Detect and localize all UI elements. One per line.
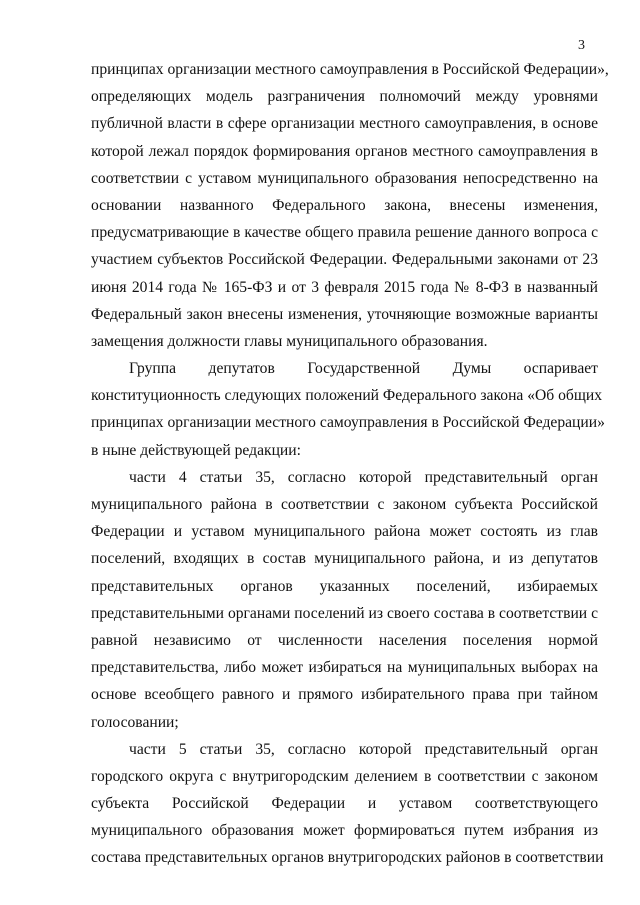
text-line: июня 2014 года № 165-ФЗ и от 3 февраля 2015 года № 8-ФЗ в названный — [91, 278, 598, 296]
text-line: определяющих модель разграничения полномочий между уровнями — [91, 88, 598, 106]
text-line: предусматривающие в качестве общего правила решение данного вопроса с — [91, 224, 598, 242]
text-line: соответствии с уставом муниципального образования непосредственно на — [91, 169, 598, 187]
text-line: участием субъектов Российской Федерации. Федеральными законами от 23 — [91, 251, 598, 269]
text-line: замещения должности главы муниципального образования. — [91, 332, 488, 350]
text-line: в ныне действующей редакции: — [91, 441, 301, 459]
text-line: голосовании; — [91, 713, 179, 731]
text-line: основе всеобщего равного и прямого избирательного права при тайном — [91, 686, 598, 704]
page-number: 3 — [578, 38, 585, 53]
text-line: равной независимо от численности населения поселения нормой — [91, 631, 598, 649]
text-line: конституционность следующих положений Федерального закона «Об общих — [91, 387, 602, 405]
text-line: муниципального района в соответствии с законом субъекта Российской — [91, 496, 598, 513]
paragraph-first-line: части 4 статьи 35, согласно которой представительный орган — [129, 468, 598, 486]
text-line: состава представительных органов внутригородских районов в соответствии — [91, 849, 604, 867]
text-line: публичной власти в сфере организации местного самоуправления, в основе — [91, 115, 598, 133]
text-line: Федерации и уставом муниципального района может состоять из глав — [91, 523, 598, 541]
text-line: субъекта Российской Федерации и уставом соответствующего — [91, 795, 598, 813]
document-body — [91, 56, 609, 872]
text-line: которой лежал порядок формирования органов местного самоуправления в — [91, 142, 598, 160]
text-line: поселений, входящих в состав муниципального района, и из депутатов — [91, 550, 598, 568]
text-line: представительными органами поселений из своего состава в соответствии с — [91, 604, 598, 622]
text-line: принципах организации местного самоуправления в Российской Федерации», — [91, 61, 609, 78]
text-line: представительных органов указанных поселений, избираемых — [91, 577, 598, 595]
text-line: Федеральный закон внесены изменения, уточняющие возможные варианты — [91, 305, 598, 323]
text-line: принципах организации местного самоуправления в Российской Федерации» — [91, 414, 605, 432]
text-line: муниципального образования может формироваться путем избрания из — [91, 822, 598, 840]
text-line: городского округа с внутригородским делением в соответствии с законом — [91, 767, 598, 785]
paragraph-first-line: Группа депутатов Государственной Думы оспаривает — [129, 360, 598, 378]
text-line: основании названного Федерального закона, внесены изменения, — [91, 196, 598, 214]
text-line: представительства, либо может избираться на муниципальных выборах на — [91, 659, 598, 677]
paragraph-first-line: части 5 статьи 35, согласно которой представительный орган — [129, 740, 598, 758]
